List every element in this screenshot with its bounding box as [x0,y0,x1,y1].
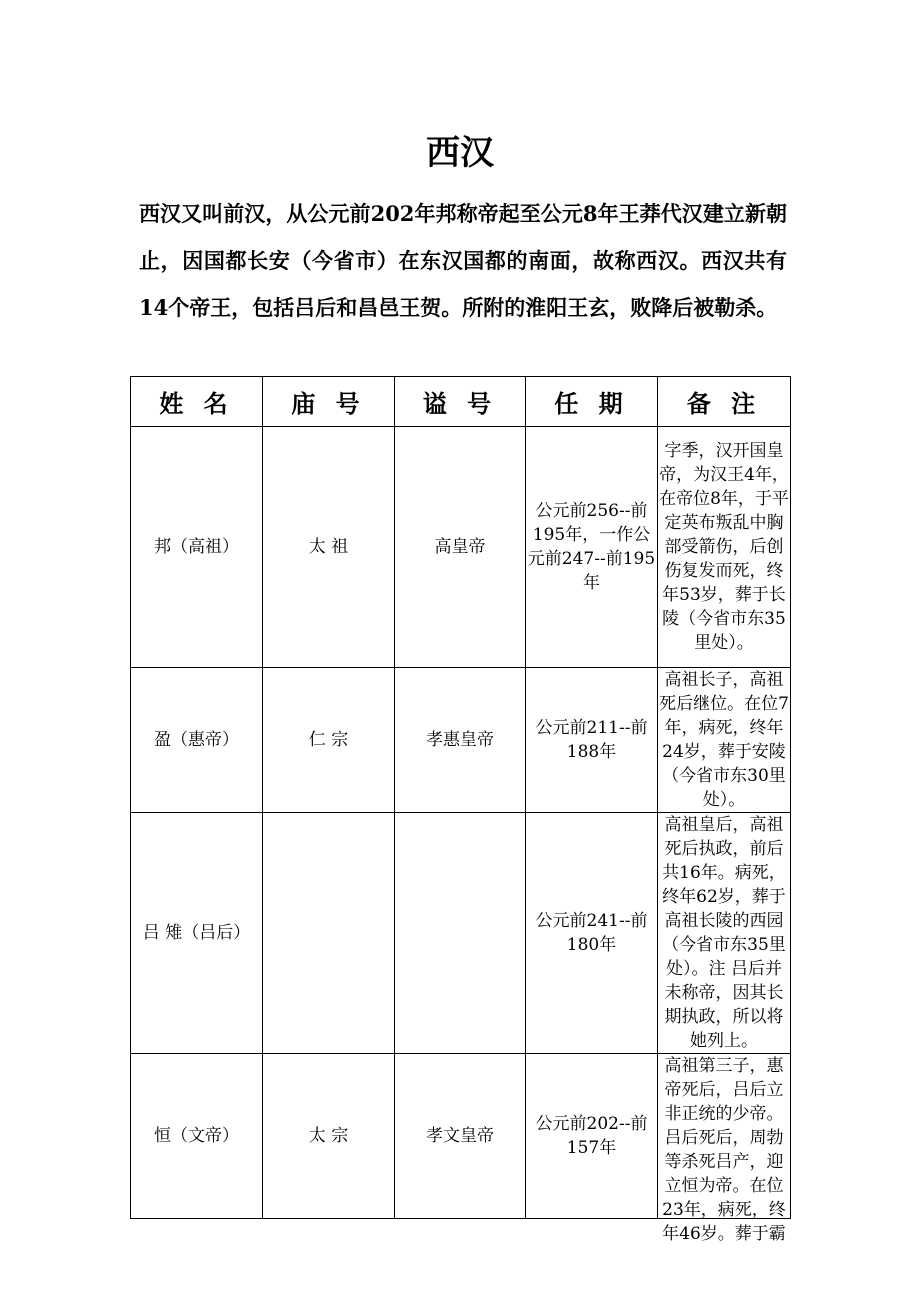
cell-temple-name [263,813,395,1054]
cell-temple-name: 太 祖 [263,427,395,668]
table-row [131,813,791,1054]
cell-term: 公元前211--前188年 [526,668,658,813]
table-header-row [131,377,791,427]
cell-term: 公元前256--前195年，一作公元前247--前195年 [526,427,658,668]
header-posthumous-name: 谥 号 [395,377,526,427]
cell-term: 公元前202--前157年 [526,1054,658,1219]
header-temple-name: 庙 号 [263,377,395,427]
cell-temple-name: 太 宗 [263,1054,395,1219]
intro-paragraph: 西汉又叫前汉，从公元前202年邦称帝起至公元8年王莽代汉建立新朝止，因国都长安（今省市）在东汉国都的南面，故称西汉。西汉共有14个帝王，包括吕后和昌邑王贺。所附的淮阳王玄，败降后被勒杀。 [139,201,787,320]
cell-posthumous-name: 孝文皇帝 [395,1054,526,1219]
cell-name: 邦（高祖） [131,427,263,668]
cell-name: 吕 雉（吕后） [131,813,263,1054]
cell-name: 盈（惠帝） [131,668,263,813]
cell-posthumous-name: 孝惠皇帝 [395,668,526,813]
cell-posthumous-name [395,813,526,1054]
cell-note: 字季，汉开国皇帝，为汉王4年，在帝位8年，于平定英布叛乱中胸部受箭伤，后创伤复发而死，终年53岁，葬于长陵（今省市东35里处）。 [658,427,791,668]
emperors-table [130,376,791,1244]
table-row [131,1054,791,1219]
cell-posthumous-name: 高皇帝 [395,427,526,668]
header-name: 姓 名 [131,377,263,427]
table-row [131,668,791,813]
page-title: 西汉 [426,133,494,173]
cell-term: 公元前241--前180年 [526,813,658,1054]
note-clip: 高祖第三子，惠帝死后，吕后立非正统的少帝。吕后死后，周勃等杀死吕产，迎立恒为帝。在位23年，病死，终年46岁。葬于霸 [662,1056,786,1244]
cell-note: 高祖长子，高祖死后继位。在位7年，病死，终年24岁，葬于安陵（今省市东30里处）。 [658,668,791,813]
cell-note [658,1054,791,1244]
header-note: 备 注 [658,377,791,427]
cell-note: 高祖皇后，高祖死后执政，前后共16年。病死，终年62岁，葬于高祖长陵的西园（今省市东35里处）。注 吕后并未称帝，因其长期执政，所以将她列上。 [658,813,791,1054]
cell-name: 恒（文帝） [131,1054,263,1219]
header-term: 任 期 [526,377,658,427]
cell-temple-name: 仁 宗 [263,668,395,813]
table-row [131,427,791,668]
